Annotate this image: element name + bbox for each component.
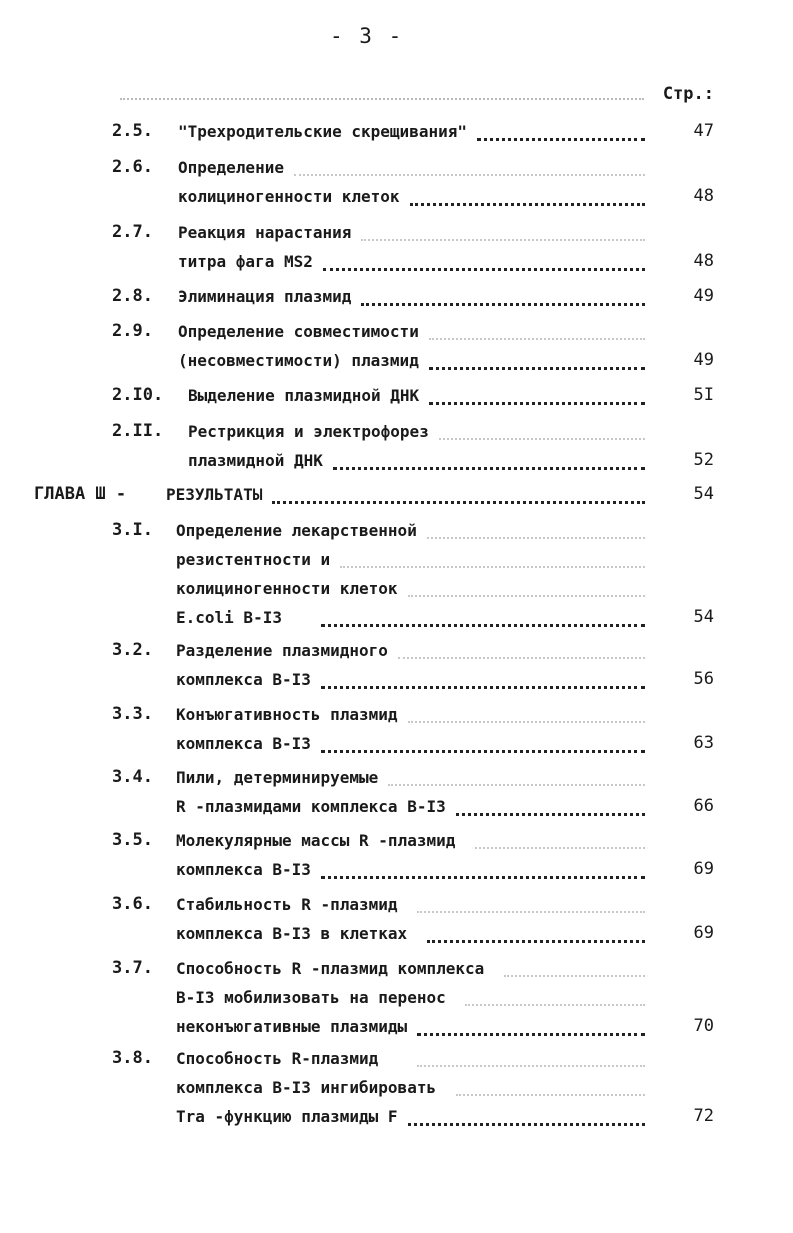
- entry-title-text: "Трехродительские скрещивания": [178, 122, 471, 141]
- entry-title-line: [176, 666, 315, 694]
- entry-title-line: [176, 730, 315, 758]
- toc-header: [120, 84, 714, 106]
- entry-title-line: [178, 183, 404, 211]
- entry-title-text: Выделение плазмидной ДНК: [188, 386, 423, 405]
- entry-title-text: комплекса B-I3: [176, 670, 315, 689]
- entry-title-line: [178, 283, 355, 311]
- faint-leader: [417, 911, 645, 913]
- entry-page-number: 49: [693, 350, 714, 370]
- entry-title-text: Конъюгативность плазмид: [176, 705, 402, 724]
- entry-title-text: Tra -функцию плазмиды F: [176, 1107, 402, 1126]
- entry-title-line: [176, 920, 411, 948]
- dot-leader: [408, 1123, 645, 1126]
- entry-title-text: (несовместимости) плазмид: [178, 351, 423, 370]
- entry-title-line: [178, 248, 317, 276]
- entry-title-line: [178, 154, 288, 182]
- faint-leader: [429, 338, 645, 340]
- faint-leader: [417, 1065, 645, 1067]
- entry-title-line: [176, 604, 286, 632]
- entry-title-line: [188, 418, 433, 446]
- entry-title-text: Реакция нарастания: [178, 223, 355, 242]
- faint-leader: [408, 721, 645, 723]
- entry-title-text: Способность R-плазмид: [176, 1049, 382, 1068]
- entry-title-line: [176, 701, 402, 729]
- entry-title-text: комплекса B-I3 ингибировать: [176, 1078, 440, 1097]
- entry-title-text: колициногенности клеток: [176, 579, 402, 598]
- entry-title-line: [188, 382, 423, 410]
- entry-title-text: комплекса B-I3 в клетках: [176, 924, 411, 943]
- entry-title-text: Определение совместимости: [178, 322, 423, 341]
- dot-leader: [361, 303, 645, 306]
- dot-leader: [427, 940, 645, 943]
- entry-number: 3.3.: [112, 704, 153, 724]
- dot-leader: [456, 813, 645, 816]
- entry-title-text: комплекса B-I3: [176, 860, 315, 879]
- faint-leader: [361, 239, 645, 241]
- entry-title-text: РЕЗУЛЬТАТЫ: [166, 485, 266, 504]
- faint-leader: [465, 1004, 645, 1006]
- entry-page-number: 70: [693, 1016, 714, 1036]
- entry-number: ГЛАВА Ш -: [34, 484, 127, 504]
- faint-leader: [439, 438, 645, 440]
- dot-leader: [272, 501, 645, 504]
- faint-leader: [294, 174, 645, 176]
- dot-leader: [333, 467, 645, 470]
- entry-page-number: 69: [693, 859, 714, 879]
- entry-title-line: [176, 1103, 402, 1131]
- dot-leader: [321, 624, 645, 627]
- entry-title-line: [178, 347, 423, 375]
- entry-title-text: Разделение плазмидного: [176, 641, 392, 660]
- entry-page-number: 49: [693, 286, 714, 306]
- faint-leader: [504, 975, 645, 977]
- entry-title-text: R -плазмидами комплекса B-I3: [176, 797, 450, 816]
- entry-page-number: 72: [693, 1106, 714, 1126]
- faint-leader: [475, 847, 645, 849]
- entry-title-line: [176, 984, 450, 1012]
- entry-page-number: 56: [693, 669, 714, 689]
- entry-title-line: [176, 793, 450, 821]
- entry-page-number: 47: [693, 121, 714, 141]
- entry-title-line: [176, 517, 421, 545]
- dot-leader: [477, 138, 645, 141]
- entry-number: 3.I.: [112, 520, 153, 540]
- entry-number: 2.7.: [112, 222, 153, 242]
- entry-title-line: [176, 856, 315, 884]
- entry-page-number: 48: [693, 186, 714, 206]
- entry-title-line: [178, 318, 423, 346]
- dot-leader: [417, 1033, 645, 1036]
- entry-title-line: [188, 447, 327, 475]
- entry-page-number: 54: [693, 607, 714, 627]
- entry-title-text: E.coli B-I3: [176, 608, 286, 627]
- entry-title-text: Определение: [178, 158, 288, 177]
- entry-page-number: 5I: [693, 385, 714, 405]
- entry-title-text: Стабильность R -плазмид: [176, 895, 402, 914]
- entry-title-line: [178, 118, 471, 146]
- entry-title-text: титра фага MS2: [178, 252, 317, 271]
- entry-title-text: Способность R -плазмид комплекса: [176, 959, 488, 978]
- dot-leader: [321, 686, 645, 689]
- entry-title-text: Молекулярные массы R -плазмид: [176, 831, 459, 850]
- entry-title-text: Рестрикция и электрофорез: [188, 422, 433, 441]
- entry-page-number: 52: [693, 450, 714, 470]
- entry-title-text: неконъюгативные плазмиды: [176, 1017, 411, 1036]
- entry-number: 2.8.: [112, 286, 153, 306]
- entry-page-number: 54: [693, 484, 714, 504]
- entry-title-line: [176, 1045, 382, 1073]
- entry-number: 3.7.: [112, 958, 153, 978]
- dot-leader: [410, 203, 645, 206]
- entry-title-line: [166, 481, 266, 509]
- dot-leader: [321, 876, 645, 879]
- entry-title-line: [176, 955, 488, 983]
- header-leader: [120, 98, 644, 100]
- entry-title-text: Пили, детерминируемые: [176, 768, 382, 787]
- entry-title-line: [176, 1074, 440, 1102]
- entry-number: 2.9.: [112, 321, 153, 341]
- dot-leader: [323, 268, 645, 271]
- dot-leader: [429, 367, 645, 370]
- page-column-label: Стр.:: [662, 84, 714, 104]
- entry-page-number: 69: [693, 923, 714, 943]
- entry-page-number: 63: [693, 733, 714, 753]
- entry-title-text: резистентности и: [176, 550, 334, 569]
- faint-leader: [427, 537, 645, 539]
- entry-page-number: 48: [693, 251, 714, 271]
- entry-number: 2.I0.: [112, 385, 164, 405]
- entry-title-line: [176, 637, 392, 665]
- faint-leader: [408, 595, 645, 597]
- entry-title-line: [176, 891, 402, 919]
- entry-number: 3.4.: [112, 767, 153, 787]
- entry-page-number: 66: [693, 796, 714, 816]
- faint-leader: [388, 784, 645, 786]
- entry-number: 2.II.: [112, 421, 164, 441]
- dot-leader: [321, 750, 645, 753]
- entry-title-line: [176, 764, 382, 792]
- entry-number: 3.8.: [112, 1048, 153, 1068]
- entry-title-line: [176, 575, 402, 603]
- entry-title-text: Определение лекарственной: [176, 521, 421, 540]
- entry-number: 3.6.: [112, 894, 153, 914]
- faint-leader: [456, 1094, 645, 1096]
- entry-title-text: плазмидной ДНК: [188, 451, 327, 470]
- entry-title-text: Элиминация плазмид: [178, 287, 355, 306]
- dot-leader: [429, 402, 645, 405]
- entry-title-line: [176, 827, 459, 855]
- entry-title-text: комплекса B-I3: [176, 734, 315, 753]
- entry-title-line: [176, 546, 334, 574]
- entry-number: 2.6.: [112, 157, 153, 177]
- faint-leader: [340, 566, 645, 568]
- entry-title-line: [176, 1013, 411, 1041]
- entry-title-line: [178, 219, 355, 247]
- entry-title-text: B-I3 мобилизовать на перенос: [176, 988, 450, 1007]
- entry-title-text: колициногенности клеток: [178, 187, 404, 206]
- faint-leader: [398, 657, 645, 659]
- entry-number: 2.5.: [112, 121, 153, 141]
- entry-number: 3.5.: [112, 830, 153, 850]
- page-number: - 3 -: [330, 24, 404, 48]
- entry-number: 3.2.: [112, 640, 153, 660]
